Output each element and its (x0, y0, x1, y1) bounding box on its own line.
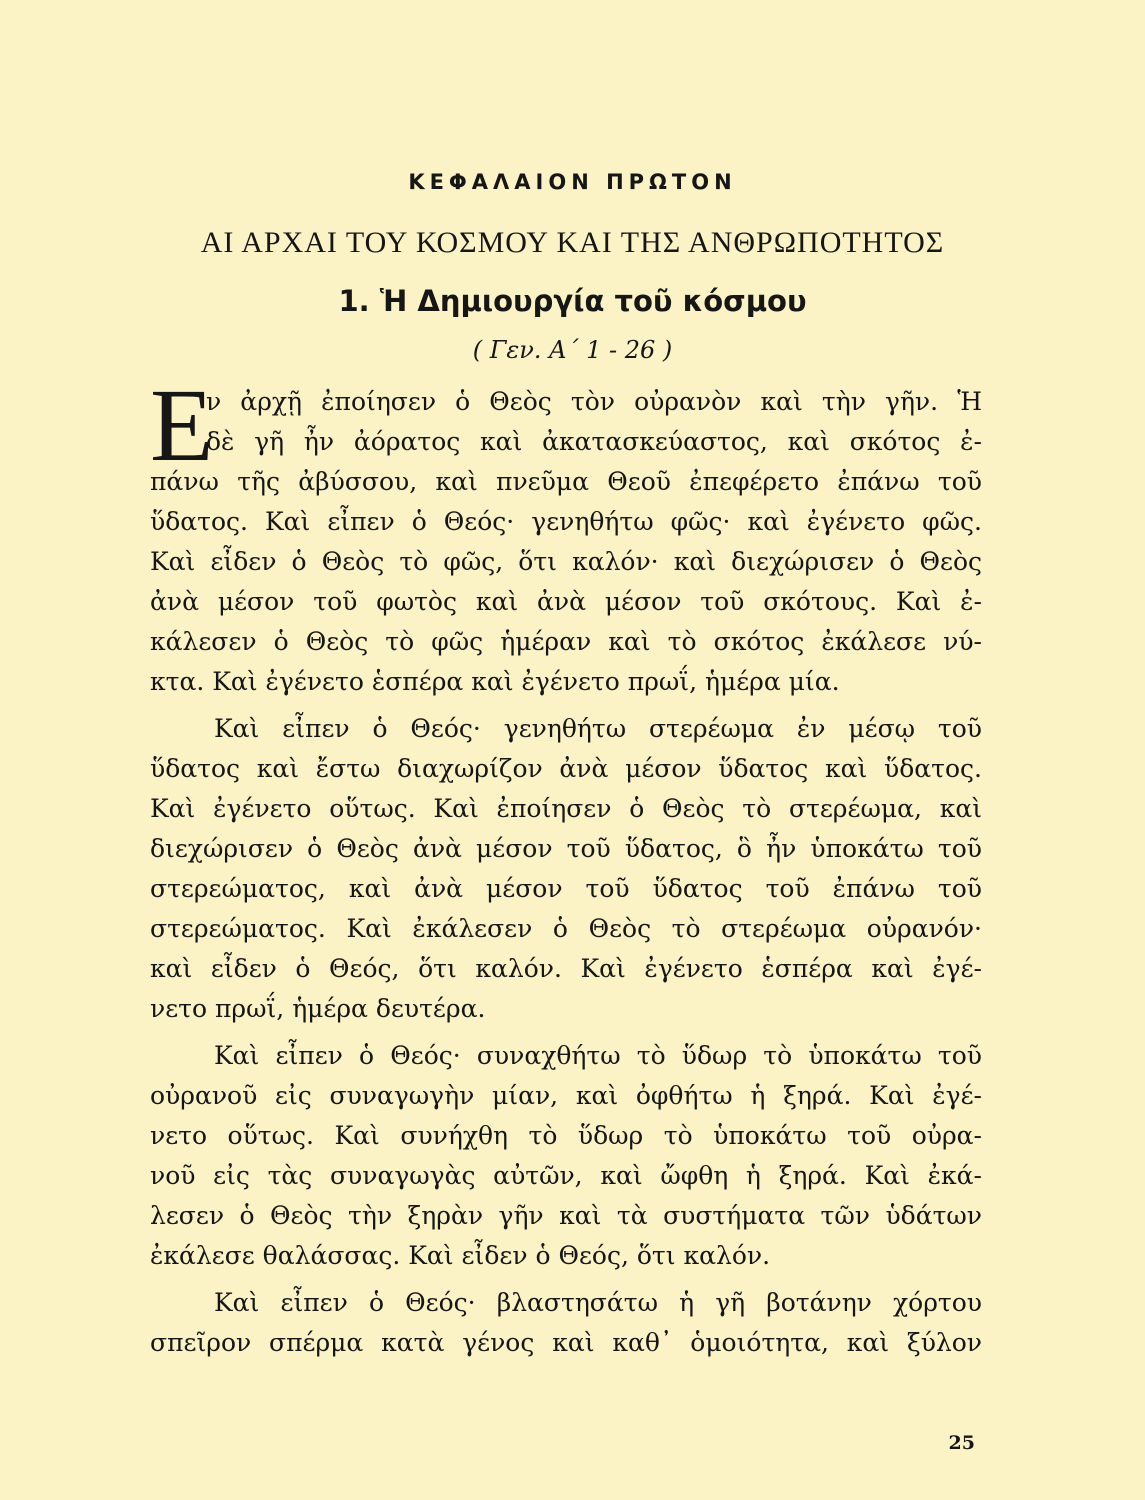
text-line: κάλεσεν ὁ Θεὸς τὸ φῶς ἡμέραν καὶ τὸ σκότος ἐκάλεσε νύ- (150, 627, 982, 656)
text-line: λεσεν ὁ Θεὸς τὴν ξηρὰν γῆν καὶ τὰ συστήματα τῶν ὑδάτων (150, 1201, 982, 1230)
text-line: νετο οὕτως. Καὶ συνήχθη τὸ ὕδωρ τὸ ὑποκάτω τοῦ οὐρα- (150, 1121, 982, 1150)
text-line: σπεῖρον σπέρμα κατὰ γένος καὶ καθ᾿ ὁμοιότητα, καὶ ξύλον (150, 1328, 982, 1357)
chapter-title: ΑΙ ΑΡΧΑΙ ΤΟΥ ΚΟΣΜΟΥ ΚΑΙ ΤΗΣ ΑΝΘΡΩΠΟΤΗΤΟΣ (200, 226, 945, 259)
text-line: Καὶ εἶπεν ὁ Θεός· βλαστησάτω ἡ γῆ βοτάνην χόρτου (214, 1288, 982, 1317)
drop-cap: Ε (150, 368, 214, 483)
chapter-heading: ΚΕΦΑΛΑΙΟΝ ΠΡΩΤΟΝ (408, 170, 737, 194)
text-line: ὕδατος καὶ ἔστω διαχωρίζον ἀνὰ μέσον ὕδατος καὶ ὕδατος. (150, 754, 982, 783)
body-text (150, 368, 982, 1363)
text-line: Καὶ εἶπεν ὁ Θεός· γενηθήτω στερέωμα ἐν μέσῳ τοῦ (214, 714, 982, 743)
text-line: Καὶ εἶπεν ὁ Θεός· συναχθήτω τὸ ὕδωρ τὸ ὑποκάτω τοῦ (214, 1041, 982, 1070)
text-line: δὲ γῆ ἦν ἀόρατος καὶ ἀκατασκεύαστος, καὶ σκότος ἐ- (206, 427, 982, 456)
text-line: οὐρανοῦ εἰς συναγωγὴν μίαν, καὶ ὀφθήτω ἡ ξηρά. Καὶ ἐγέ- (150, 1081, 982, 1110)
scripture-reference: ( Γεν. Α΄ 1 - 26 ) (472, 336, 673, 364)
text-line: ν ἀρχῇ ἐποίησεν ὁ Θεὸς τὸν οὐρανὸν καὶ τὴν γῆν. Ἡ (206, 387, 982, 416)
text-line: ἐκάλεσε θαλάσσας. Καὶ εἶδεν ὁ Θεός, ὅτι καλόν. (150, 1241, 771, 1270)
text-line: κτα. Καὶ ἐγένετο ἑσπέρα καὶ ἐγένετο πρωΐ, ἡμέρα μία. (150, 667, 840, 696)
text-line: Καὶ εἶδεν ὁ Θεὸς τὸ φῶς, ὅτι καλόν· καὶ διεχώρισεν ὁ Θεὸς (150, 547, 982, 576)
text-line: καὶ εἶδεν ὁ Θεός, ὅτι καλόν. Καὶ ἐγένετο ἑσπέρα καὶ ἐγέ- (150, 954, 982, 983)
text-line: διεχώρισεν ὁ Θεὸς ἀνὰ μέσον τοῦ ὕδατος, ὃ ἦν ὑποκάτω τοῦ (150, 834, 982, 863)
text-line: στερεώματος. Καὶ ἐκάλεσεν ὁ Θεὸς τὸ στερέωμα οὐρανόν· (150, 914, 982, 943)
text-line: νοῦ εἰς τὰς συναγωγὰς αὐτῶν, καὶ ὤφθη ἡ ξηρά. Καὶ ἐκά- (150, 1161, 982, 1190)
text-line: ἀνὰ μέσον τοῦ φωτὸς καὶ ἀνὰ μέσον τοῦ σκότους. Καὶ ἐ- (150, 587, 982, 616)
page-number: 25 (948, 1432, 975, 1454)
section-title: 1. Ἡ Δημιουργία τοῦ κόσμου (338, 284, 807, 318)
text-line: στερεώματος, καὶ ἀνὰ μέσον τοῦ ὕδατος τοῦ ἐπάνω τοῦ (150, 874, 982, 903)
text-line: νετο πρωΐ, ἡμέρα δευτέρα. (150, 994, 486, 1023)
text-line: πάνω τῆς ἀβύσσου, καὶ πνεῦμα Θεοῦ ἐπεφέρετο ἐπάνω τοῦ (150, 467, 982, 496)
text-line: ὕδατος. Καὶ εἶπεν ὁ Θεός· γενηθήτω φῶς· καὶ ἐγένετο φῶς. (150, 507, 982, 536)
text-line: Καὶ ἐγένετο οὕτως. Καὶ ἐποίησεν ὁ Θεὸς τὸ στερέωμα, καὶ (150, 794, 982, 823)
